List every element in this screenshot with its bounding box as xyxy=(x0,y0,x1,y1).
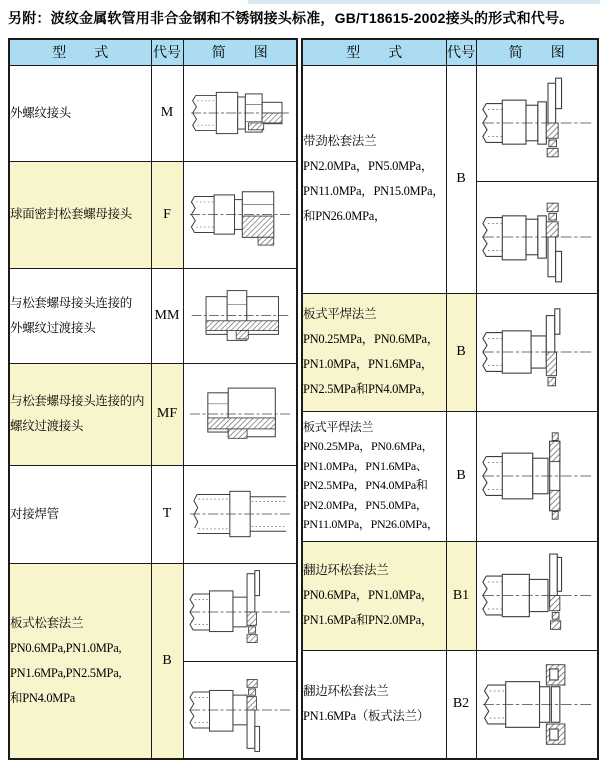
diagram-flat-weld-flange xyxy=(482,299,592,405)
table-row xyxy=(9,363,297,465)
type-line: PN1.6MPa,PN2.5MPa, xyxy=(10,665,122,680)
diagram-cell xyxy=(476,650,598,759)
table-row xyxy=(9,268,297,363)
type-line: 板式平焊法兰 xyxy=(303,307,377,321)
type-line: 和PN4.0MPa xyxy=(10,690,76,705)
type-line: 外螺纹接头 xyxy=(10,105,72,120)
type-cell xyxy=(9,563,151,759)
table-row xyxy=(302,650,598,759)
type-line: 外螺纹过渡接头 xyxy=(10,320,96,335)
code-cell: F xyxy=(151,161,183,268)
type-line: PN1.0MPa，PN1.6MPa、 xyxy=(303,458,428,473)
code-cell: B1 xyxy=(446,541,476,650)
code-column-header: 代号 xyxy=(446,39,476,65)
code-column-header: 代号 xyxy=(151,39,183,65)
type-cell xyxy=(9,465,151,563)
code-cell: B xyxy=(446,293,476,411)
type-line: 和PN26.0MPa， xyxy=(303,209,387,223)
diagram-cell xyxy=(476,181,598,293)
diagram-cell xyxy=(476,293,598,411)
type-cell xyxy=(302,65,446,293)
diagram-cell xyxy=(183,65,297,161)
page-title: 另附：波纹金属软管用非合金钢和不锈钢接头标准，GB/T18615-2002接头的形式和代号。 xyxy=(8,10,574,26)
diagram-male-thread-joint xyxy=(189,71,291,155)
joint-table-right xyxy=(301,38,599,760)
diagram-neck-flange-down xyxy=(482,187,592,287)
type-line: PN2.0MPa，PN5.0MPa， xyxy=(303,497,428,512)
diagram-cell xyxy=(476,541,598,650)
type-line: PN11.0MPa，PN26.0MPa， xyxy=(303,517,439,531)
code-cell: MF xyxy=(151,363,183,465)
type-cell xyxy=(9,268,151,363)
diagram-cell xyxy=(183,161,297,268)
type-cell xyxy=(9,65,151,161)
table-row xyxy=(9,65,297,161)
table-row xyxy=(9,563,297,661)
type-cell xyxy=(302,541,446,650)
page-top-strip xyxy=(248,0,600,4)
type-cell xyxy=(302,411,446,541)
diagram-cell xyxy=(476,411,598,541)
diagram-loose-nut-joint xyxy=(189,167,291,262)
type-line: PN0.25MPa，PN0.6MPa， xyxy=(303,439,434,453)
type-line: PN2.5MPa，PN4.0MPa和 xyxy=(303,478,428,492)
header-row xyxy=(9,39,297,65)
type-column-header: 型 式 xyxy=(302,39,446,65)
diagram-cell xyxy=(183,363,297,465)
diagram-plate-flange-down xyxy=(189,667,291,753)
diagram-butt-weld-pipe xyxy=(189,471,291,557)
code-cell: B2 xyxy=(446,650,476,759)
tables-container xyxy=(8,38,599,760)
type-line: PN0.25MPa，PN0.6MPa， xyxy=(303,332,439,346)
type-line: 与松套螺母接头连接的内 xyxy=(10,394,145,408)
diagram-plate-flange-up xyxy=(189,569,291,655)
type-cell xyxy=(9,161,151,268)
diagram-flat-weld-flange-sym xyxy=(482,417,592,535)
table-row xyxy=(302,541,598,650)
type-line: PN0.6MPa，PN1.0MPa， xyxy=(303,588,434,602)
diagram-cell xyxy=(183,465,297,563)
table-row xyxy=(302,65,598,181)
diagram-male-male-nipple xyxy=(189,274,291,357)
type-line: 翻边环松套法兰 xyxy=(303,563,389,577)
diagram-cell xyxy=(183,661,297,759)
type-cell xyxy=(302,293,446,411)
table-row xyxy=(9,161,297,268)
type-line: 螺纹过渡接头 xyxy=(10,419,84,433)
type-cell xyxy=(9,363,151,465)
code-cell: B xyxy=(446,411,476,541)
type-line: PN0.6MPa,PN1.0MPa, xyxy=(10,640,122,655)
type-line: 板式平焊法兰 xyxy=(303,419,374,434)
type-line: 带劲松套法兰 xyxy=(303,134,377,148)
type-line: PN1.6MPa和PN2.0MPa， xyxy=(303,613,434,627)
joint-table-left xyxy=(8,38,298,760)
diagram-cell xyxy=(476,65,598,181)
type-line: 板式松套法兰 xyxy=(10,615,84,630)
table-row xyxy=(302,293,598,411)
type-line: 球面密封松套螺母接头 xyxy=(10,207,133,221)
type-line: PN2.0MPa，PN5.0MPa， xyxy=(303,159,434,173)
header-row xyxy=(302,39,598,65)
type-cell xyxy=(302,650,446,759)
table-row xyxy=(302,411,598,541)
type-line: PN1.6MPa（板式法兰） xyxy=(303,709,430,724)
diagram-column-header: 简 图 xyxy=(183,39,297,65)
diagram-cell xyxy=(183,268,297,363)
type-line: 与松套螺母接头连接的 xyxy=(10,295,133,310)
diagram-male-female-nipple xyxy=(189,369,291,459)
code-cell: B xyxy=(446,65,476,293)
diagram-flanging-plate-flange xyxy=(482,656,592,753)
diagram-neck-flange-up xyxy=(482,71,592,175)
type-line: PN11.0MPa，PN15.0MPa， xyxy=(303,184,445,198)
diagram-column-header: 简 图 xyxy=(476,39,598,65)
type-line: 翻边环松套法兰 xyxy=(303,684,389,699)
code-cell: B xyxy=(151,563,183,759)
diagram-flanging-ring-flange xyxy=(482,547,592,644)
table-row xyxy=(9,465,297,563)
code-cell: M xyxy=(151,65,183,161)
type-line: PN1.0MPa，PN1.6MPa， xyxy=(303,357,434,371)
type-line: PN2.5MPa和PN4.0MPa， xyxy=(303,382,434,396)
type-line: 对接焊管 xyxy=(10,506,59,521)
type-column-header: 型 式 xyxy=(9,39,151,65)
code-cell: MM xyxy=(151,268,183,363)
diagram-cell xyxy=(183,563,297,661)
code-cell: T xyxy=(151,465,183,563)
